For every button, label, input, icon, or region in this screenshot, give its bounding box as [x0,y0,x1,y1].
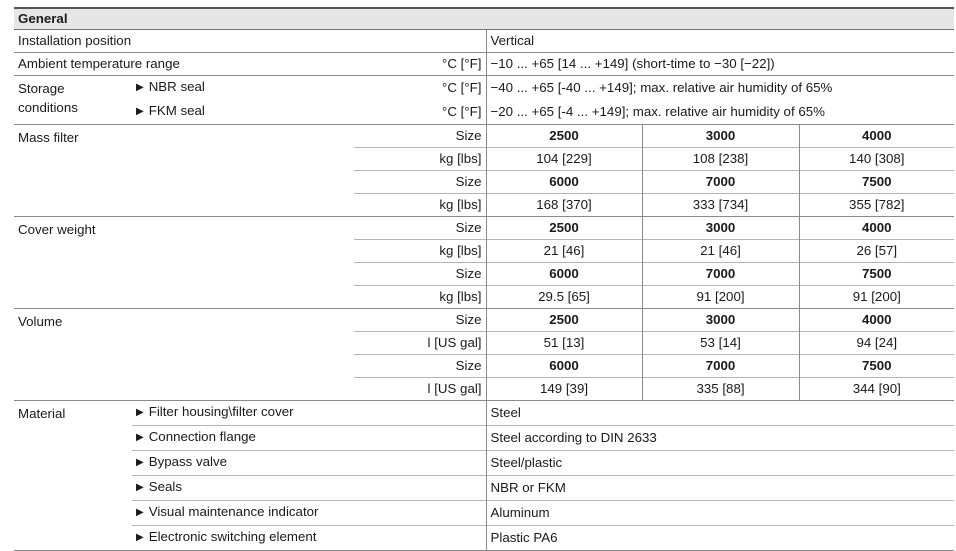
size-value: 2500 [486,125,642,148]
size-value: 6000 [486,171,642,194]
material-value: Steel/plastic [486,451,954,476]
storage-nbr-label-cell [132,76,354,101]
volume-value: 51 [13] [486,332,642,355]
size-unit: Size [354,355,486,378]
material-value: Steel [486,401,954,426]
triangle-right-icon: ▶ [136,457,144,468]
material-row [14,526,954,551]
volume-value: 335 [88] [642,378,799,401]
size-unit: Size [354,171,486,194]
weight-value: 26 [57] [799,240,954,263]
size-value: 3000 [642,217,799,240]
size-value: 4000 [799,125,954,148]
material-value: Aluminum [486,501,954,526]
material-part-cell [132,526,486,551]
storage-nbr-label: NBR seal [148,79,205,94]
size-value: 4000 [799,309,954,332]
storage-nbr-value: −40 ... +65 [-40 ... +149]; max. relative air humidity of 65% [486,76,954,101]
triangle-right-icon: ▶ [136,407,144,418]
volume-value: 344 [90] [799,378,954,401]
material-part: Filter housing\filter cover [148,404,294,419]
mass-value: 168 [370] [486,194,642,217]
size-unit: Size [455,128,482,143]
mass-value: 333 [734] [642,194,799,217]
material-part-cell [132,451,486,476]
storage-fkm-label: FKM seal [148,103,205,118]
material-part-cell [132,476,486,501]
size-unit: Size [354,263,486,286]
material-part: Electronic switching element [148,529,317,544]
storage-fkm-label-cell [132,100,354,125]
section-title: General [14,8,954,30]
storage-fkm-value: −20 ... +65 [-4 ... +149]; max. relative air humidity of 65% [486,100,954,125]
material-row [14,426,954,451]
weight-value: 21 [46] [642,240,799,263]
storage-nbr-unit: °C [°F] [442,80,482,95]
material-part: Connection flange [148,429,256,444]
storage-label: Storage conditions [14,76,132,125]
mass-value: 108 [238] [642,148,799,171]
mass-unit: kg [lbs] [354,194,486,217]
triangle-right-icon: ▶ [136,482,144,493]
size-unit: Size [455,312,482,327]
size-value: 7000 [642,171,799,194]
general-spec-table [14,7,954,551]
size-unit: Size [455,220,482,235]
triangle-right-icon: ▶ [136,82,144,93]
triangle-right-icon: ▶ [136,532,144,543]
material-label: Material [14,401,132,551]
size-value: 7000 [642,263,799,286]
weight-value: 21 [46] [486,240,642,263]
material-part: Visual maintenance indicator [148,504,319,519]
installation-label: Installation position [14,30,486,53]
volume-value: 94 [24] [799,332,954,355]
material-part: Bypass valve [148,454,228,469]
mass-filter-label: Mass filter [14,125,354,217]
installation-row [14,30,954,53]
volume-label: Volume [14,309,354,401]
volume-unit: l [US gal] [354,332,486,355]
material-part-cell [132,401,486,426]
mass-unit: kg [lbs] [354,148,486,171]
size-value: 3000 [642,309,799,332]
cover-weight-label: Cover weight [14,217,354,309]
size-value: 6000 [486,263,642,286]
ambient-label: Ambient temperature range [14,53,354,76]
size-value: 2500 [486,309,642,332]
size-value: 4000 [799,217,954,240]
material-row [14,401,954,426]
weight-value: 29.5 [65] [486,286,642,309]
material-value: Plastic PA6 [486,526,954,551]
material-row [14,476,954,501]
material-value: NBR or FKM [486,476,954,501]
weight-unit: kg [lbs] [354,286,486,309]
ambient-unit: °C [°F] [354,53,486,76]
material-value: Steel according to DIN 2633 [486,426,954,451]
size-value: 6000 [486,355,642,378]
triangle-right-icon: ▶ [136,106,144,117]
volume-value: 53 [14] [642,332,799,355]
ambient-row [14,53,954,76]
storage-nbr-row [14,76,954,101]
triangle-right-icon: ▶ [136,432,144,443]
material-row [14,501,954,526]
material-row [14,451,954,476]
weight-value: 91 [200] [642,286,799,309]
material-part-cell [132,426,486,451]
triangle-right-icon: ▶ [136,507,144,518]
size-value: 7500 [799,263,954,286]
weight-value: 91 [200] [799,286,954,309]
size-value: 2500 [486,217,642,240]
mass-value: 104 [229] [486,148,642,171]
cover-weight-row [14,217,954,240]
storage-fkm-unit: °C [°F] [354,100,486,125]
volume-unit: l [US gal] [354,378,486,401]
mass-filter-row [14,125,954,148]
material-part: Seals [148,479,182,494]
size-value: 7000 [642,355,799,378]
size-value: 3000 [642,125,799,148]
installation-value: Vertical [486,30,954,53]
mass-value: 355 [782] [799,194,954,217]
material-part-cell [132,501,486,526]
storage-fkm-row [14,100,954,125]
section-header-row [14,8,954,30]
volume-row [14,309,954,332]
size-value: 7500 [799,355,954,378]
weight-unit: kg [lbs] [354,240,486,263]
ambient-value: −10 ... +65 [14 ... +149] (short-time to −30 [−22]) [486,53,954,76]
volume-value: 149 [39] [486,378,642,401]
size-value: 7500 [799,171,954,194]
mass-value: 140 [308] [799,148,954,171]
